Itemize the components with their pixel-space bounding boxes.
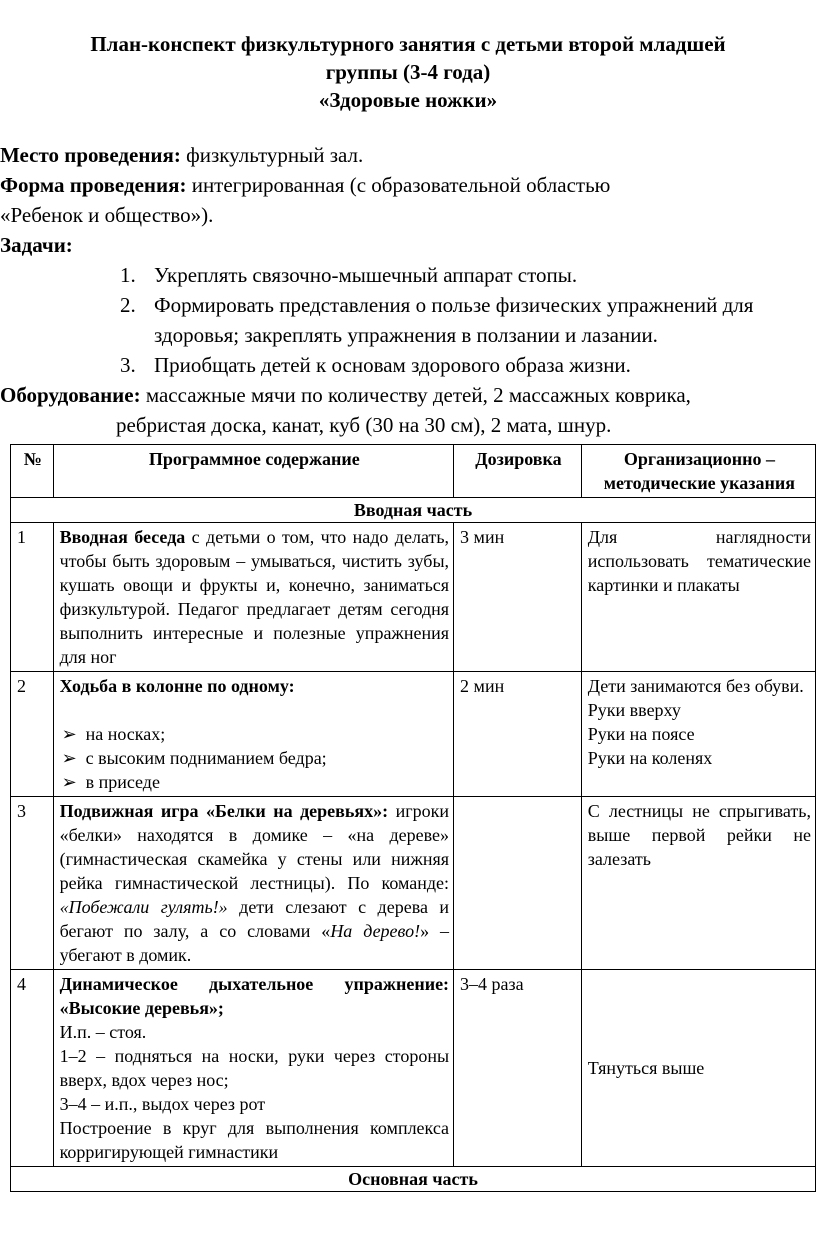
row-content: Динамическое дыхательное упражнение: «Высокие деревья»; И.п. – стоя. 1–2 – подняться на носки, руки через стороны вверх, вдох через нос; 3–4 – и.п., выдох через рот Построение в круг для выполнения комплекса корригирующей гимнастики <box>53 970 453 1167</box>
task-item: 2. Формировать представления о пользе физических упражнений для здоровья; закреплять упражнения в ползании и лазании. <box>120 293 754 347</box>
title-line-3: «Здоровые ножки» <box>318 88 498 112</box>
section-row-main <box>11 1167 816 1192</box>
section-title: Основная часть <box>11 1167 816 1192</box>
table-row <box>11 672 816 797</box>
row-dose <box>454 797 582 970</box>
row-content: Вводная беседа с детьми о том, что надо делать, чтобы быть здоровым – умываться, чистить зубы, кушать овощи и фрукты и, конечно, заниматься физкультурой. Педагог предлагает детям сегодня выполнить интересные и полезные упражнения для ног <box>53 523 453 672</box>
bullet-list <box>60 722 449 794</box>
row-dose: 3 мин <box>454 523 582 672</box>
form-value: интегрированная (с образовательной областью <box>191 173 611 197</box>
arrow-bullet-icon: ➢ <box>61 748 77 768</box>
place-label: Место проведения: <box>0 143 181 167</box>
row-notes: С лестницы не спрыгивать, выше первой рейки не залезать <box>581 797 815 970</box>
task-item: 3. Приобщать детей к основам здорового образа жизни. <box>120 353 631 377</box>
equipment-label: Оборудование: <box>0 383 141 407</box>
row-num: 4 <box>11 970 54 1167</box>
arrow-bullet-icon: ➢ <box>61 724 77 744</box>
document-title <box>0 30 816 114</box>
header-num: № <box>11 445 54 498</box>
row-notes: Тянуться выше <box>581 970 815 1167</box>
task-item: 1. Укреплять связочно-мышечный аппарат стопы. <box>120 263 578 287</box>
equipment-value: массажные мячи по количеству детей, 2 массажных коврика, <box>145 383 691 407</box>
title-line-1: План-конспект физкультурного занятия с детьми второй младшей <box>90 32 726 56</box>
table-header-row <box>11 445 816 498</box>
title-line-2: группы (3-4 года) <box>325 60 491 84</box>
row-notes: Для наглядности использовать тематические картинки и плакаты <box>581 523 815 672</box>
tasks-list <box>0 260 816 380</box>
tasks-label: Задачи: <box>0 233 73 257</box>
lesson-table <box>10 444 816 1192</box>
header-notes: Организационно – методические указания <box>581 445 815 498</box>
row-num: 3 <box>11 797 54 970</box>
list-item: ➢ на носках; <box>61 724 166 744</box>
arrow-bullet-icon: ➢ <box>61 772 77 792</box>
list-item: ➢ в приседе <box>61 772 160 792</box>
table-row <box>11 523 816 672</box>
form-value-continued: «Ребенок и общество»). <box>0 203 214 227</box>
table-row <box>11 797 816 970</box>
lesson-info <box>0 140 816 440</box>
section-row-intro <box>11 498 816 523</box>
row-notes: Дети занимаются без обуви. Руки вверху Руки на поясе Руки на коленях <box>581 672 815 797</box>
header-dose: Дозировка <box>454 445 582 498</box>
table-row <box>11 970 816 1167</box>
section-title: Вводная часть <box>11 498 816 523</box>
row-dose: 2 мин <box>454 672 582 797</box>
place-value: физкультурный зал. <box>186 143 364 167</box>
row-num: 1 <box>11 523 54 672</box>
row-dose: 3–4 раза <box>454 970 582 1167</box>
equipment-value-continued: ребристая доска, канат, куб (30 на 30 см), 2 мата, шнур. <box>116 413 612 437</box>
header-content: Программное содержание <box>53 445 453 498</box>
row-num: 2 <box>11 672 54 797</box>
list-item: ➢ с высоким подниманием бедра; <box>61 748 327 768</box>
row-content: Ходьба в колонне по одному: ➢ на носках; ➢ с высоким подниманием бедра; ➢ в приседе <box>53 672 453 797</box>
row-content: Подвижная игра «Белки на деревьях»: игроки «белки» находятся в домике – «на дереве» (гимнастическая скамейка у стены или нижняя рейка гимнастической лестницы). По команде: «Побежали гулять!» дети слезают с дерева и бегают по залу, а со словами «На дерево!» – убегают в домик. <box>53 797 453 970</box>
form-label: Форма проведения: <box>0 173 187 197</box>
